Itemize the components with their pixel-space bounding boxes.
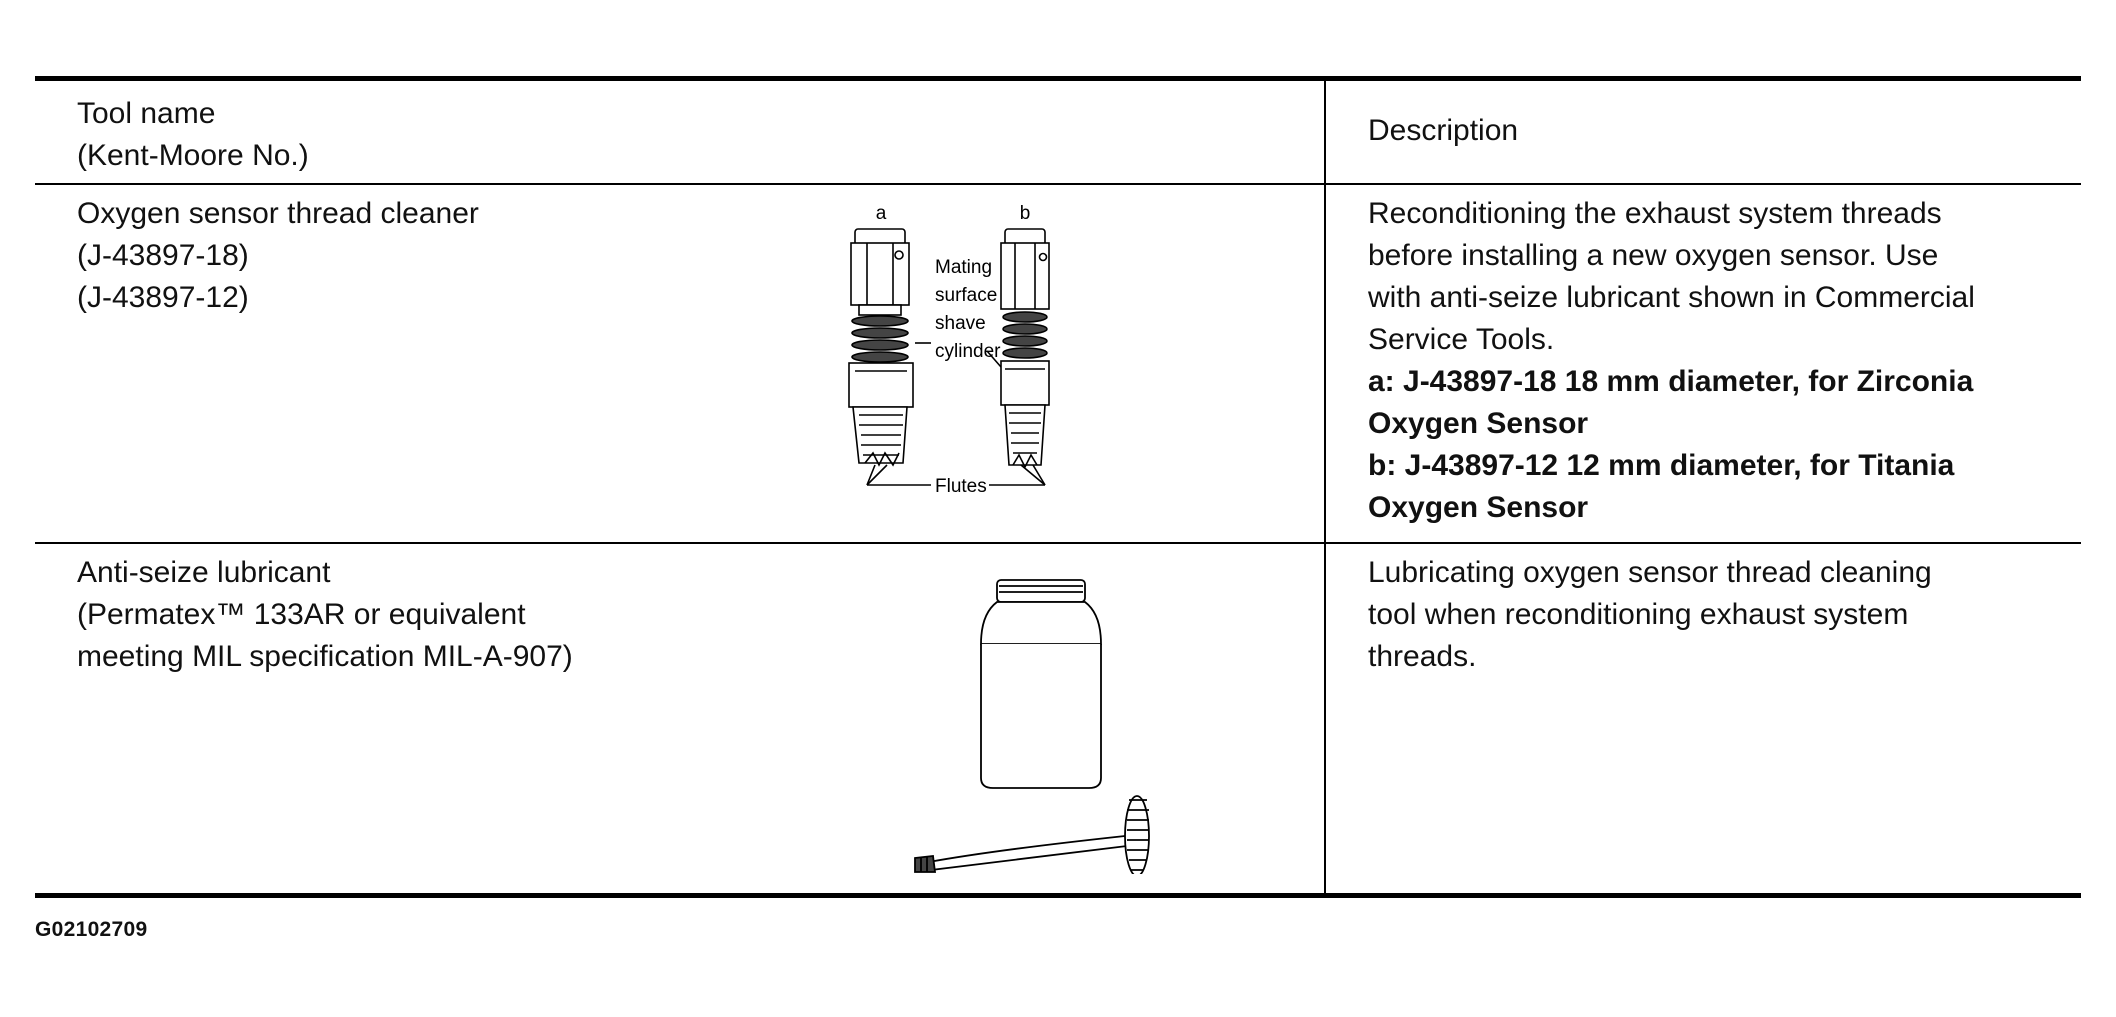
description-line: Service Tools.	[1368, 323, 1555, 356]
label-surface: surface	[935, 285, 998, 306]
description-bold-line: a: J-43897-18 18 mm diameter, for Zirconia	[1368, 365, 1974, 398]
table-row	[35, 544, 2081, 898]
label-flutes: Flutes	[935, 476, 987, 497]
tool-name-cell	[77, 552, 573, 678]
header-description: Description	[1368, 114, 1519, 147]
description-line: threads.	[1368, 640, 1477, 673]
description-bold-line: b: J-43897-12 12 mm diameter, for Titania	[1368, 449, 1955, 482]
table-header-row	[35, 81, 2081, 185]
tool-name: Oxygen sensor thread cleaner	[77, 197, 479, 230]
tool-name: Anti-seize lubricant	[77, 556, 331, 589]
description-bold-line: Oxygen Sensor	[1368, 407, 1589, 440]
description-line: with anti-seize lubricant shown in Commercial	[1368, 281, 1975, 314]
description-line: Lubricating oxygen sensor thread cleaning	[1368, 556, 1932, 589]
lubricant-bottle-illustration	[885, 574, 1175, 874]
service-tools-table	[35, 76, 2081, 898]
label-b: b	[1019, 203, 1031, 224]
label-mating: Mating	[935, 257, 993, 278]
tool-number: (J-43897-12)	[77, 281, 249, 314]
figure-code: G02102709	[35, 918, 148, 941]
header-tool-name-line: Tool name	[77, 97, 216, 130]
label-cylinder: cylinder	[935, 341, 1001, 362]
column-divider	[1324, 81, 1326, 898]
description-line: Reconditioning the exhaust system threads	[1368, 197, 1942, 230]
tool-spec: meeting MIL specification MIL-A-907)	[77, 640, 573, 673]
description-cell	[1368, 193, 1975, 529]
thread-cleaner-illustration	[815, 203, 1135, 503]
description-line: before installing a new oxygen sensor. Use	[1368, 239, 1939, 272]
table-row	[35, 185, 2081, 544]
description-cell	[1368, 552, 1932, 678]
header-tool-name	[77, 93, 309, 177]
label-a: a	[875, 203, 887, 224]
tool-name-cell	[77, 193, 479, 319]
description-line: tool when reconditioning exhaust system	[1368, 598, 1909, 631]
tool-spec: (Permatex™ 133AR or equivalent	[77, 598, 526, 631]
label-shave: shave	[935, 313, 986, 334]
tool-number: (J-43897-18)	[77, 239, 249, 272]
description-bold-line: Oxygen Sensor	[1368, 491, 1589, 524]
header-kent-moore-line: (Kent-Moore No.)	[77, 139, 309, 172]
